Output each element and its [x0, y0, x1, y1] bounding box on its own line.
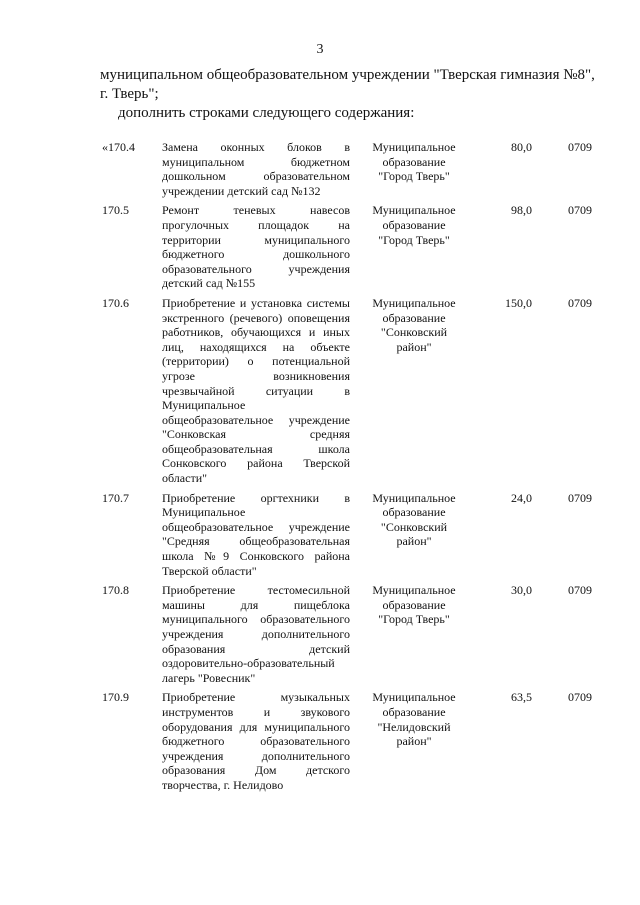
row-description: Приобретение музыкальных инструментов и звукового оборудования для муниципального бюджетного образовательного учреждения дополнительного образования Дом детского творчества, г. Нелидово: [162, 690, 350, 792]
table-row: [100, 296, 600, 486]
intro-line-2: г. Тверь";: [100, 86, 159, 102]
row-number: 170.6: [102, 295, 129, 310]
row-number: 170.5: [102, 203, 129, 218]
row-sum: 98,0: [511, 203, 532, 218]
row-municipality: Муниципальное образование "Город Тверь": [372, 583, 456, 627]
row-code: 0709: [568, 690, 592, 705]
row-sum: 80,0: [511, 140, 532, 154]
row-description: Ремонт теневых навесов прогулочных площадок на территории муниципального бюджетного дошкольного образовательного учреждения детский сад №155: [162, 203, 350, 291]
row-municipality: Муниципальное образование "Сонковский район": [372, 490, 456, 549]
row-number: «170.4: [102, 140, 135, 154]
row-municipality: Муниципальное образование "Город Тверь": [372, 140, 456, 184]
table-row: [100, 203, 600, 291]
row-code: 0709: [568, 490, 592, 505]
intro-text: [100, 66, 600, 123]
row-sum: 150,0: [505, 295, 532, 310]
row-description: Приобретение оргтехники в Муниципальное общеобразовательное учреждение "Средняя общеобразовательная школа №9 Сонковского района Тверской области": [162, 490, 350, 578]
row-code: 0709: [568, 140, 592, 154]
table-row: [100, 491, 600, 579]
row-number: 170.9: [102, 690, 129, 705]
row-code: 0709: [568, 295, 592, 310]
row-municipality: Муниципальное образование "Город Тверь": [372, 203, 456, 247]
row-description: Приобретение и установка системы экстренного (речевого) оповещения работников, обучающихся и иных лиц, находящихся на объекте (территории) о потенциальной угрозе возникновения чрезвычайной ситуации в Муниципальное общеобразовательное учреждение "Сонковская средняя общеобразовательная школа Сонковского района Тверской области": [162, 295, 350, 486]
row-sum: 63,5: [511, 690, 532, 705]
row-municipality: Муниципальное образование "Сонковский район": [372, 295, 456, 354]
row-sum: 24,0: [511, 490, 532, 505]
row-description: Замена оконных блоков в муниципальном бюджетном дошкольном образовательном учреждении детский сад №132: [162, 140, 350, 198]
page-number: 3: [316, 42, 324, 57]
table-row: [100, 690, 600, 792]
table-row: [100, 583, 600, 685]
row-description: Приобретение тестомесильной машины для пищеблока муниципального образовательного учреждения дополнительного образования детский оздоровительно-образовательный лагерь "Ровесник": [162, 583, 350, 685]
intro-line-3: дополнить строками следующего содержания:: [118, 105, 415, 121]
row-number: 170.7: [102, 490, 129, 505]
row-sum: 30,0: [511, 583, 532, 598]
amendment-table: [100, 140, 600, 798]
intro-line-1: муниципальном общеобразовательном учреждении "Тверская гимназия №8",: [100, 67, 595, 83]
row-code: 0709: [568, 203, 592, 218]
row-municipality: Муниципальное образование "Нелидовский район": [372, 690, 456, 749]
table-row: [100, 140, 600, 198]
row-code: 0709: [568, 583, 592, 598]
row-number: 170.8: [102, 583, 129, 598]
